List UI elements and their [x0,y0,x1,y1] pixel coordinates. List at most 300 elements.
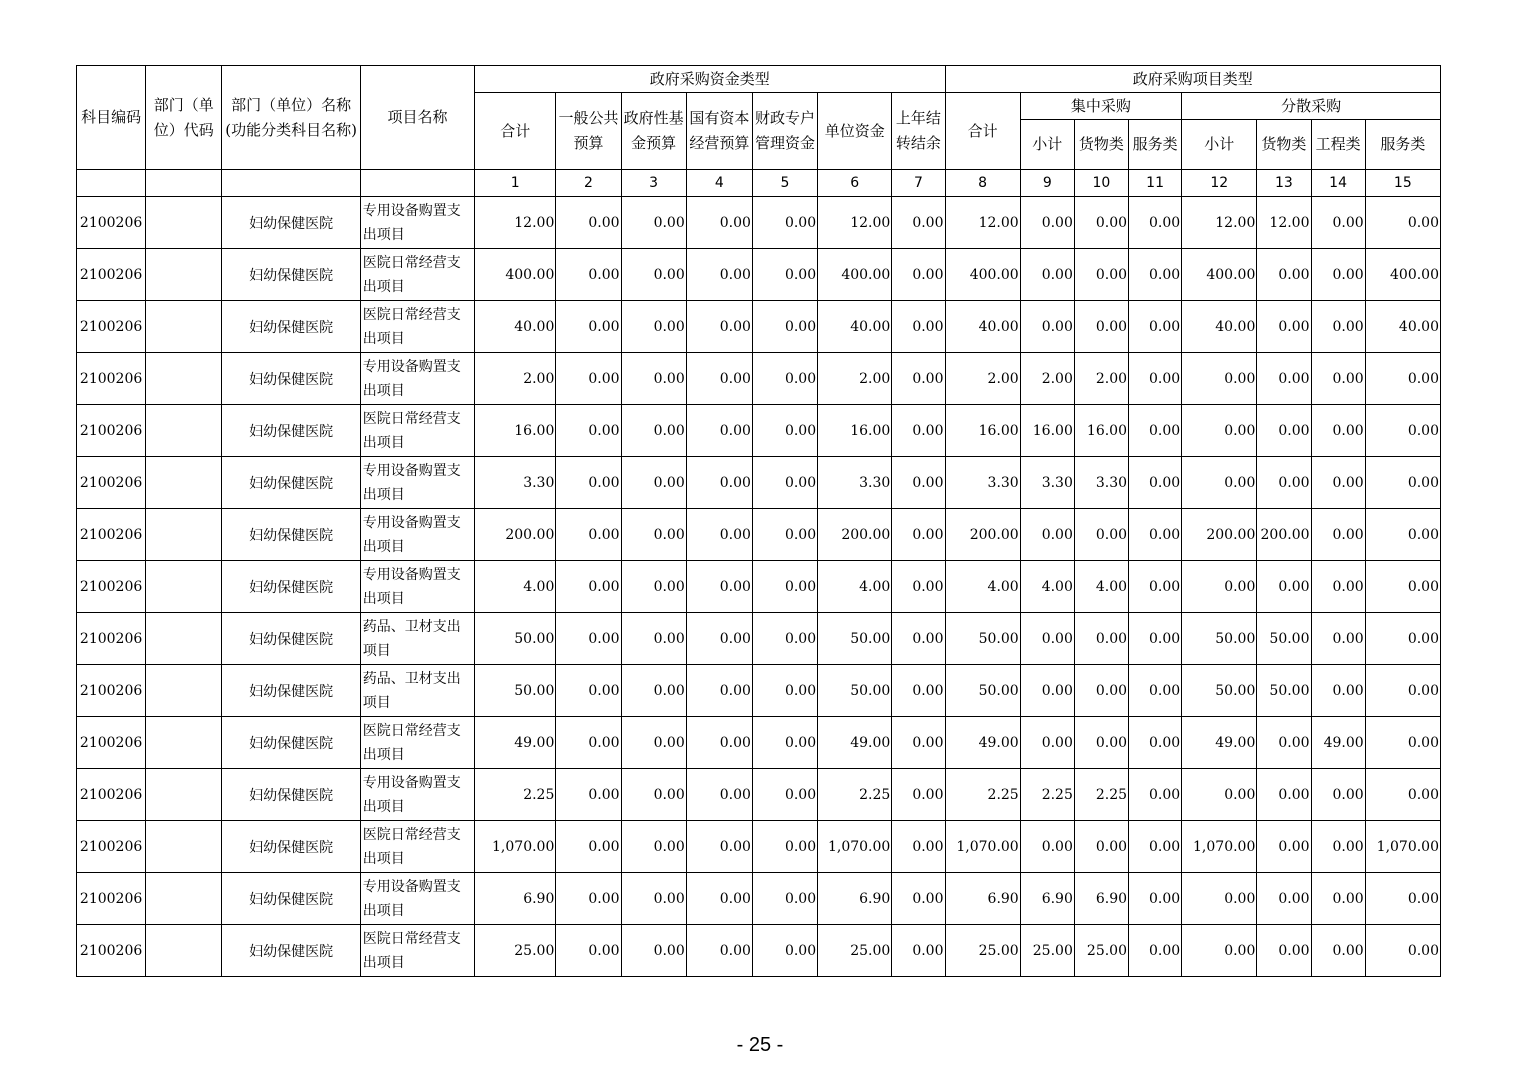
cell-amount: 0.00 [752,821,817,873]
cell-amount: 0.00 [686,665,752,717]
table-row [77,925,1441,977]
cell-dept-code [146,873,222,925]
cell-amount: 0.00 [556,769,621,821]
cell-amount: 6.90 [1074,873,1128,925]
cell-dept-code [146,249,222,301]
cell-amount: 2.00 [818,353,892,405]
cell-amount: 0.00 [1311,353,1365,405]
cell-amount: 0.00 [752,769,817,821]
cell-dept-name: 妇幼保健医院 [222,249,360,301]
cell-amount: 0.00 [556,197,621,249]
cell-amount: 16.00 [818,405,892,457]
cell-amount: 0.00 [1257,405,1311,457]
cell-amount: 49.00 [475,717,556,769]
cell-amount: 0.00 [1311,873,1365,925]
cell-project-name: 专用设备购置支出项目 [360,509,474,561]
column-index-row [77,170,1441,197]
cell-amount: 4.00 [1020,561,1074,613]
cell-amount: 0.00 [1129,717,1182,769]
cell-amount: 0.00 [686,509,752,561]
cell-amount: 0.00 [621,405,686,457]
cell-dept-code [146,821,222,873]
cell-amount: 2.00 [475,353,556,405]
header-fund-general-budget: 一般公共预算 [556,93,621,170]
cell-amount: 0.00 [1257,873,1311,925]
table-row [77,769,1441,821]
cell-amount: 0.00 [556,665,621,717]
cell-amount: 0.00 [752,925,817,977]
cell-dept-name: 妇幼保健医院 [222,925,360,977]
cell-amount: 50.00 [818,613,892,665]
cell-amount: 0.00 [1311,665,1365,717]
cell-dept-name: 妇幼保健医院 [222,769,360,821]
column-index: 12 [1182,170,1257,197]
cell-project-name: 药品、卫材支出项目 [360,613,474,665]
table-row [77,873,1441,925]
cell-dept-name: 妇幼保健医院 [222,509,360,561]
cell-amount: 0.00 [686,197,752,249]
cell-dept-name: 妇幼保健医院 [222,613,360,665]
cell-amount: 50.00 [1257,613,1311,665]
cell-amount: 0.00 [1129,249,1182,301]
header-subject-code: 科目编码 [77,66,146,170]
cell-amount: 0.00 [1311,405,1365,457]
cell-amount: 0.00 [1182,925,1257,977]
header-project-type-group: 政府采购项目类型 [945,66,1441,93]
header-fund-unit: 单位资金 [818,93,892,170]
cell-amount: 0.00 [1129,925,1182,977]
cell-amount: 25.00 [475,925,556,977]
cell-amount: 6.90 [475,873,556,925]
cell-amount: 0.00 [621,509,686,561]
cell-amount: 0.00 [1020,821,1074,873]
cell-amount: 0.00 [892,509,945,561]
cell-subject-code: 2100206 [77,925,146,977]
cell-amount: 0.00 [686,249,752,301]
cell-amount: 12.00 [475,197,556,249]
cell-amount: 0.00 [892,405,945,457]
cell-amount: 0.00 [1129,665,1182,717]
cell-subject-code: 2100206 [77,821,146,873]
column-index: 5 [752,170,817,197]
cell-amount: 0.00 [556,873,621,925]
cell-amount: 0.00 [1182,405,1257,457]
cell-amount: 0.00 [1365,561,1440,613]
cell-amount: 0.00 [556,821,621,873]
cell-amount: 40.00 [945,301,1020,353]
cell-amount: 0.00 [1257,353,1311,405]
cell-amount: 0.00 [1257,457,1311,509]
cell-amount: 2.25 [475,769,556,821]
cell-amount: 0.00 [1311,613,1365,665]
cell-amount: 0.00 [892,613,945,665]
cell-dept-code [146,197,222,249]
cell-amount: 1,070.00 [818,821,892,873]
cell-amount: 0.00 [556,613,621,665]
cell-project-name: 医院日常经营支出项目 [360,405,474,457]
cell-amount: 0.00 [621,613,686,665]
cell-amount: 0.00 [1129,457,1182,509]
cell-amount: 0.00 [1311,925,1365,977]
cell-project-name: 药品、卫材支出项目 [360,665,474,717]
cell-amount: 0.00 [556,925,621,977]
cell-amount: 200.00 [818,509,892,561]
cell-amount: 0.00 [1257,561,1311,613]
cell-amount: 400.00 [945,249,1020,301]
cell-dept-code [146,457,222,509]
cell-project-name: 专用设备购置支出项目 [360,197,474,249]
cell-amount: 0.00 [1365,665,1440,717]
cell-amount: 400.00 [475,249,556,301]
cell-amount: 16.00 [945,405,1020,457]
cell-amount: 40.00 [818,301,892,353]
cell-amount: 0.00 [892,197,945,249]
table-row [77,197,1441,249]
cell-amount: 0.00 [1365,197,1440,249]
cell-amount: 0.00 [1129,821,1182,873]
cell-amount: 0.00 [892,249,945,301]
cell-subject-code: 2100206 [77,353,146,405]
cell-amount: 4.00 [945,561,1020,613]
cell-amount: 0.00 [1020,197,1074,249]
header-project-total: 合计 [945,93,1020,170]
cell-amount: 0.00 [752,613,817,665]
cell-amount: 0.00 [1020,717,1074,769]
cell-amount: 49.00 [1311,717,1365,769]
cell-amount: 3.30 [1020,457,1074,509]
table-row [77,353,1441,405]
column-index: 8 [945,170,1020,197]
cell-amount: 0.00 [1129,197,1182,249]
header-fund-carryover: 上年结转结余 [892,93,945,170]
cell-amount: 0.00 [752,561,817,613]
cell-subject-code: 2100206 [77,457,146,509]
cell-amount: 0.00 [1311,769,1365,821]
cell-dept-code [146,717,222,769]
cell-amount: 0.00 [556,717,621,769]
table-row [77,405,1441,457]
cell-amount: 1,070.00 [945,821,1020,873]
cell-amount: 1,070.00 [475,821,556,873]
cell-amount: 0.00 [621,925,686,977]
cell-amount: 2.00 [1074,353,1128,405]
cell-amount: 0.00 [752,249,817,301]
cell-amount: 0.00 [556,509,621,561]
cell-dept-code [146,665,222,717]
cell-amount: 0.00 [1129,561,1182,613]
cell-amount: 0.00 [752,197,817,249]
cell-amount: 4.00 [1074,561,1128,613]
cell-dept-code [146,769,222,821]
header-fund-fiscal-account: 财政专户管理资金 [752,93,817,170]
cell-amount: 16.00 [1020,405,1074,457]
cell-amount: 0.00 [686,613,752,665]
cell-amount: 0.00 [1311,197,1365,249]
cell-dept-name: 妇幼保健医院 [222,301,360,353]
column-index: 3 [621,170,686,197]
cell-amount: 0.00 [1074,249,1128,301]
cell-amount: 0.00 [892,821,945,873]
procurement-table [76,65,1441,977]
cell-project-name: 专用设备购置支出项目 [360,457,474,509]
cell-amount: 0.00 [752,665,817,717]
cell-amount: 3.30 [475,457,556,509]
cell-amount: 1,070.00 [1182,821,1257,873]
cell-dept-name: 妇幼保健医院 [222,665,360,717]
cell-amount: 12.00 [945,197,1020,249]
cell-dept-code [146,353,222,405]
cell-amount: 0.00 [1257,925,1311,977]
cell-amount: 0.00 [892,457,945,509]
cell-amount: 12.00 [818,197,892,249]
cell-amount: 0.00 [1129,405,1182,457]
cell-amount: 0.00 [1020,509,1074,561]
cell-amount: 0.00 [1257,769,1311,821]
column-index: 1 [475,170,556,197]
cell-subject-code: 2100206 [77,197,146,249]
cell-dept-code [146,405,222,457]
cell-project-name: 医院日常经营支出项目 [360,821,474,873]
cell-amount: 0.00 [1074,509,1128,561]
header-central-goods: 货物类 [1074,120,1128,170]
cell-dept-code [146,613,222,665]
cell-amount: 2.25 [1074,769,1128,821]
cell-subject-code: 2100206 [77,561,146,613]
cell-amount: 0.00 [1074,613,1128,665]
cell-project-name: 专用设备购置支出项目 [360,561,474,613]
cell-amount: 12.00 [1182,197,1257,249]
page-number: - 25 - [736,1034,784,1056]
table-row [77,457,1441,509]
index-blank [360,170,474,197]
cell-amount: 0.00 [1365,873,1440,925]
cell-amount: 50.00 [1182,665,1257,717]
header-fund-gov-fund: 政府性基金预算 [621,93,686,170]
column-index: 4 [686,170,752,197]
cell-amount: 2.25 [1020,769,1074,821]
cell-amount: 0.00 [892,769,945,821]
cell-amount: 0.00 [1365,405,1440,457]
cell-amount: 0.00 [1365,717,1440,769]
cell-amount: 0.00 [556,249,621,301]
cell-project-name: 医院日常经营支出项目 [360,717,474,769]
table-row [77,249,1441,301]
header-fund-total: 合计 [475,93,556,170]
index-blank [222,170,360,197]
cell-amount: 50.00 [818,665,892,717]
cell-amount: 0.00 [686,561,752,613]
cell-amount: 49.00 [1182,717,1257,769]
cell-amount: 0.00 [1257,301,1311,353]
header-central-subtotal: 小计 [1020,120,1074,170]
cell-amount: 0.00 [892,873,945,925]
cell-amount: 0.00 [1129,509,1182,561]
cell-subject-code: 2100206 [77,665,146,717]
header-dispersed-goods: 货物类 [1257,120,1311,170]
cell-amount: 0.00 [621,249,686,301]
cell-amount: 0.00 [556,561,621,613]
cell-amount: 0.00 [621,197,686,249]
cell-amount: 0.00 [1311,561,1365,613]
cell-project-name: 专用设备购置支出项目 [360,769,474,821]
cell-amount: 0.00 [892,665,945,717]
cell-amount: 0.00 [1129,353,1182,405]
cell-amount: 0.00 [621,561,686,613]
cell-amount: 50.00 [1182,613,1257,665]
header-dispersed-services: 服务类 [1365,120,1440,170]
cell-dept-name: 妇幼保健医院 [222,457,360,509]
cell-amount: 0.00 [1365,613,1440,665]
cell-amount: 0.00 [752,405,817,457]
column-index: 9 [1020,170,1074,197]
cell-amount: 3.30 [945,457,1020,509]
cell-amount: 0.00 [621,769,686,821]
cell-amount: 0.00 [1129,769,1182,821]
cell-amount: 50.00 [945,665,1020,717]
table-row [77,717,1441,769]
cell-amount: 0.00 [1257,717,1311,769]
cell-amount: 400.00 [1365,249,1440,301]
cell-amount: 0.00 [1257,821,1311,873]
cell-amount: 2.25 [818,769,892,821]
column-index: 2 [556,170,621,197]
cell-amount: 2.25 [945,769,1020,821]
cell-subject-code: 2100206 [77,405,146,457]
cell-amount: 40.00 [1182,301,1257,353]
cell-dept-name: 妇幼保健医院 [222,197,360,249]
cell-amount: 0.00 [1074,821,1128,873]
header-fund-state-capital: 国有资本经营预算 [686,93,752,170]
cell-amount: 0.00 [1182,353,1257,405]
cell-amount: 200.00 [1182,509,1257,561]
cell-project-name: 专用设备购置支出项目 [360,873,474,925]
cell-amount: 6.90 [1020,873,1074,925]
cell-amount: 1,070.00 [1365,821,1440,873]
cell-dept-name: 妇幼保健医院 [222,821,360,873]
cell-amount: 0.00 [752,509,817,561]
header-dept-code: 部门（单位）代码 [146,66,222,170]
cell-amount: 0.00 [686,769,752,821]
cell-amount: 0.00 [686,717,752,769]
cell-amount: 0.00 [892,301,945,353]
cell-dept-name: 妇幼保健医院 [222,353,360,405]
cell-amount: 0.00 [556,405,621,457]
cell-amount: 0.00 [892,561,945,613]
table-row [77,665,1441,717]
cell-subject-code: 2100206 [77,509,146,561]
cell-amount: 0.00 [1365,769,1440,821]
cell-subject-code: 2100206 [77,613,146,665]
cell-amount: 0.00 [686,405,752,457]
cell-amount: 0.00 [892,717,945,769]
cell-project-name: 医院日常经营支出项目 [360,925,474,977]
cell-dept-name: 妇幼保健医院 [222,873,360,925]
table-row [77,561,1441,613]
cell-amount: 49.00 [818,717,892,769]
column-index: 6 [818,170,892,197]
cell-project-name: 医院日常经营支出项目 [360,249,474,301]
cell-amount: 0.00 [686,873,752,925]
cell-amount: 0.00 [752,873,817,925]
cell-amount: 50.00 [475,665,556,717]
cell-amount: 0.00 [621,457,686,509]
cell-subject-code: 2100206 [77,249,146,301]
cell-amount: 40.00 [1365,301,1440,353]
cell-amount: 0.00 [892,925,945,977]
cell-amount: 400.00 [1182,249,1257,301]
column-index: 7 [892,170,945,197]
cell-amount: 200.00 [475,509,556,561]
cell-amount: 400.00 [818,249,892,301]
column-index: 10 [1074,170,1128,197]
cell-amount: 25.00 [1020,925,1074,977]
cell-subject-code: 2100206 [77,301,146,353]
cell-dept-code [146,301,222,353]
index-blank [146,170,222,197]
cell-amount: 50.00 [475,613,556,665]
cell-amount: 0.00 [1074,301,1128,353]
cell-amount: 0.00 [1365,457,1440,509]
cell-amount: 0.00 [686,821,752,873]
cell-dept-code [146,925,222,977]
header-central-procurement: 集中采购 [1020,93,1181,120]
header-central-services: 服务类 [1129,120,1182,170]
cell-dept-name: 妇幼保健医院 [222,405,360,457]
cell-amount: 200.00 [1257,509,1311,561]
cell-subject-code: 2100206 [77,717,146,769]
cell-amount: 3.30 [1074,457,1128,509]
header-dispersed-subtotal: 小计 [1182,120,1257,170]
cell-amount: 0.00 [686,353,752,405]
cell-amount: 0.00 [752,717,817,769]
header-project-name: 项目名称 [360,66,474,170]
cell-amount: 12.00 [1257,197,1311,249]
cell-amount: 0.00 [1074,665,1128,717]
cell-dept-code [146,561,222,613]
cell-amount: 0.00 [1182,457,1257,509]
cell-amount: 6.90 [945,873,1020,925]
cell-project-name: 专用设备购置支出项目 [360,353,474,405]
cell-amount: 0.00 [556,353,621,405]
cell-amount: 40.00 [475,301,556,353]
cell-amount: 4.00 [475,561,556,613]
cell-amount: 0.00 [1020,301,1074,353]
cell-amount: 0.00 [621,665,686,717]
cell-amount: 0.00 [621,717,686,769]
cell-amount: 0.00 [1074,197,1128,249]
cell-amount: 0.00 [1365,925,1440,977]
cell-amount: 50.00 [945,613,1020,665]
cell-amount: 0.00 [1311,509,1365,561]
cell-amount: 6.90 [818,873,892,925]
cell-amount: 0.00 [556,457,621,509]
index-blank [77,170,146,197]
cell-project-name: 医院日常经营支出项目 [360,301,474,353]
table-row [77,509,1441,561]
cell-amount: 0.00 [1182,769,1257,821]
cell-amount: 0.00 [1020,249,1074,301]
cell-amount: 2.00 [945,353,1020,405]
column-index: 13 [1257,170,1311,197]
header-dept-name: 部门（单位）名称(功能分类科目名称) [222,66,360,170]
cell-amount: 0.00 [621,821,686,873]
cell-amount: 0.00 [621,353,686,405]
cell-amount: 2.00 [1020,353,1074,405]
cell-amount: 0.00 [1257,249,1311,301]
cell-amount: 0.00 [892,353,945,405]
table-row [77,821,1441,873]
column-index: 11 [1129,170,1182,197]
